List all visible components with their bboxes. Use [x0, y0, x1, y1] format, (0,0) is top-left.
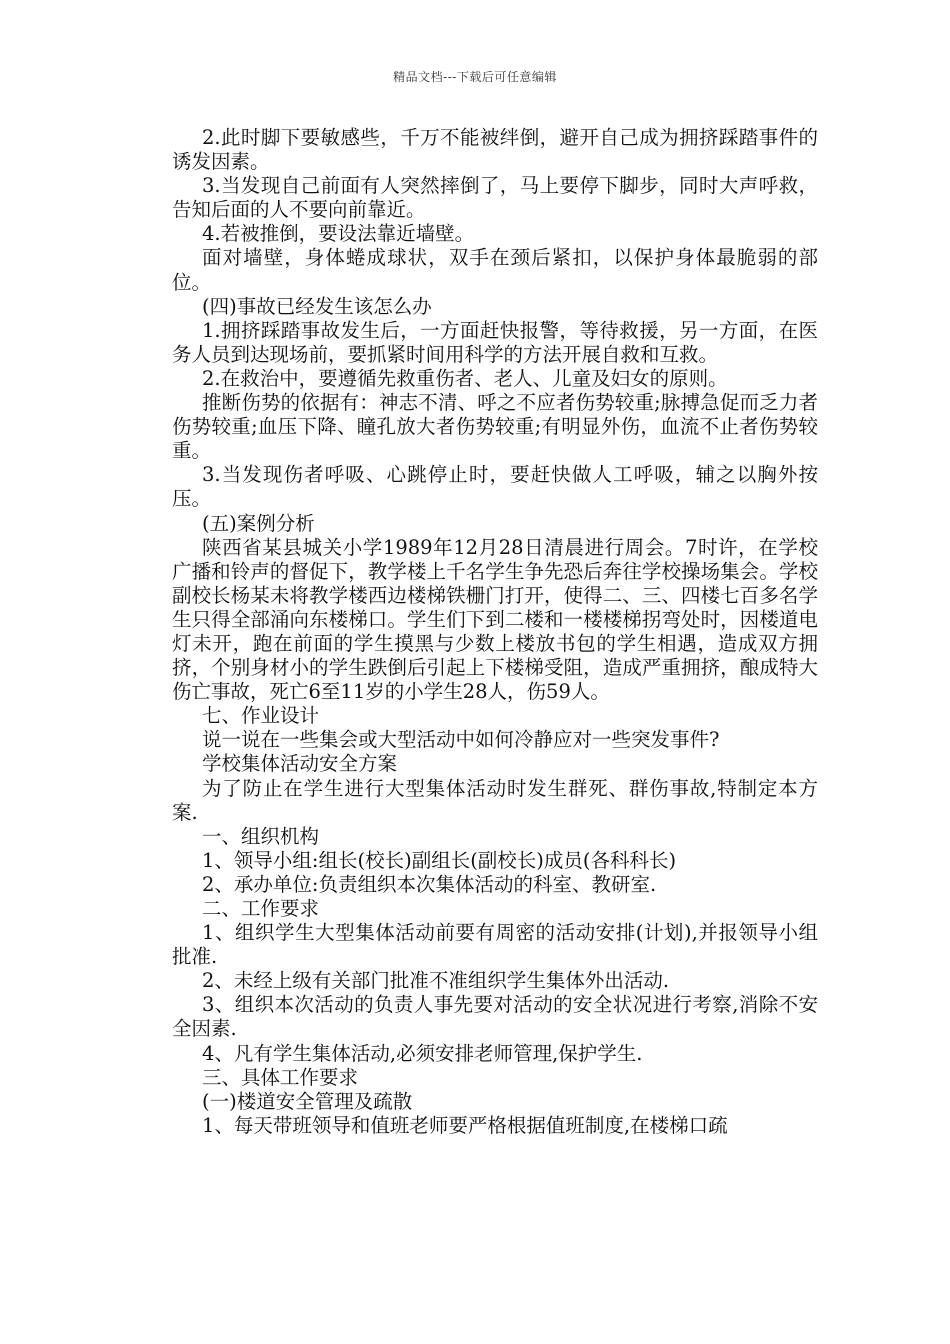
paragraph: 3.当发现伤者呼吸、心跳停止时，要赶快做人工呼吸，辅之以胸外按压。 [172, 463, 818, 511]
document-body [172, 126, 818, 1138]
paragraph: 为了防止在学生进行大型集体活动时发生群死、群伤事故,特制定本方案. [172, 776, 818, 824]
paragraph: 2.在救治中，要遵循先救重伤者、老人、儿童及妇女的原则。 [202, 366, 728, 390]
paragraph: 说一说在一些集会或大型活动中如何冷静应对一些突发事件? [202, 728, 720, 752]
document-title: 学校集体活动安全方案 [202, 752, 398, 776]
paragraph: 3.当发现自己前面有人突然摔倒了，马上要停下脚步，同时大声呼救，告知后面的人不要向前靠近。 [172, 174, 818, 222]
paragraph: 1、领导小组:组长(校长)副组长(副校长)成员(各科科长) [202, 848, 677, 872]
paragraph: 4、凡有学生集体活动,必须安排老师管理,保护学生. [202, 1041, 643, 1065]
paragraph: 3、组织本次活动的负责人事先要对活动的安全状况进行考察,消除不安全因素. [172, 993, 818, 1041]
paragraph: 推断伤势的依据有：神志不清、呼之不应者伤势较重;脉搏急促而乏力者伤势较重;血压下降、瞳孔放大者伤势较重;有明显外伤，血流不止者伤势较重。 [172, 391, 818, 463]
section-heading: 三、具体工作要求 [202, 1065, 359, 1089]
page-header: 精品文档---下载后可任意编辑 [393, 70, 557, 84]
paragraph: 1.拥挤踩踏事故发生后，一方面赶快报警，等待救援，另一方面，在医务人员到达现场前，要抓紧时间用科学的方法开展自救和互救。 [172, 318, 818, 366]
section-heading: 七、作业设计 [202, 704, 320, 728]
paragraph: 陕西省某县城关小学1989年12月28日清晨进行周会。7时许，在学校广播和铃声的督促下，教学楼上千名学生争先恐后奔往学校操场集会。学校副校长杨某未将教学楼西边楼梯铁栅门打开，使得二、三、四楼七百多名学生只得全部涌向东楼梯口。学生们下到二楼和一楼楼梯拐弯处时，因楼道电灯未开，跑在前面的学生摸黑与少数上楼放书包的学生相遇，造成双方拥挤，个别身材小的学生跌倒后引起上下楼梯受阻，造成严重拥挤，酿成特大伤亡事故，死亡6至11岁的小学生28人，伤59人。 [172, 535, 818, 704]
section-heading: (四)事故已经发生该怎么办 [202, 294, 432, 318]
paragraph: 2.此时脚下要敏感些，千万不能被绊倒，避开自己成为拥挤踩踏事件的诱发因素。 [172, 126, 818, 174]
section-heading: (一)楼道安全管理及疏散 [202, 1089, 413, 1113]
paragraph: 1、每天带班领导和值班老师要严格根据值班制度,在楼梯口疏 [202, 1113, 728, 1137]
paragraph: 4.若被推倒，要设法靠近墙壁。 [202, 222, 475, 246]
paragraph: 2、承办单位:负责组织本次集体活动的科室、教研室. [202, 872, 657, 896]
section-heading: 二、工作要求 [202, 897, 320, 920]
paragraph: 1、组织学生大型集体活动前要有周密的活动安排(计划),并报领导小组批准. [172, 921, 818, 969]
paragraph: 面对墙壁，身体蜷成球状，双手在颈后紧扣，以保护身体最脆弱的部位。 [172, 246, 818, 294]
section-heading: (五)案例分析 [202, 511, 315, 535]
section-heading: 一、组织机构 [202, 824, 320, 848]
paragraph: 2、未经上级有关部门批准不准组织学生集体外出活动. [202, 969, 670, 993]
